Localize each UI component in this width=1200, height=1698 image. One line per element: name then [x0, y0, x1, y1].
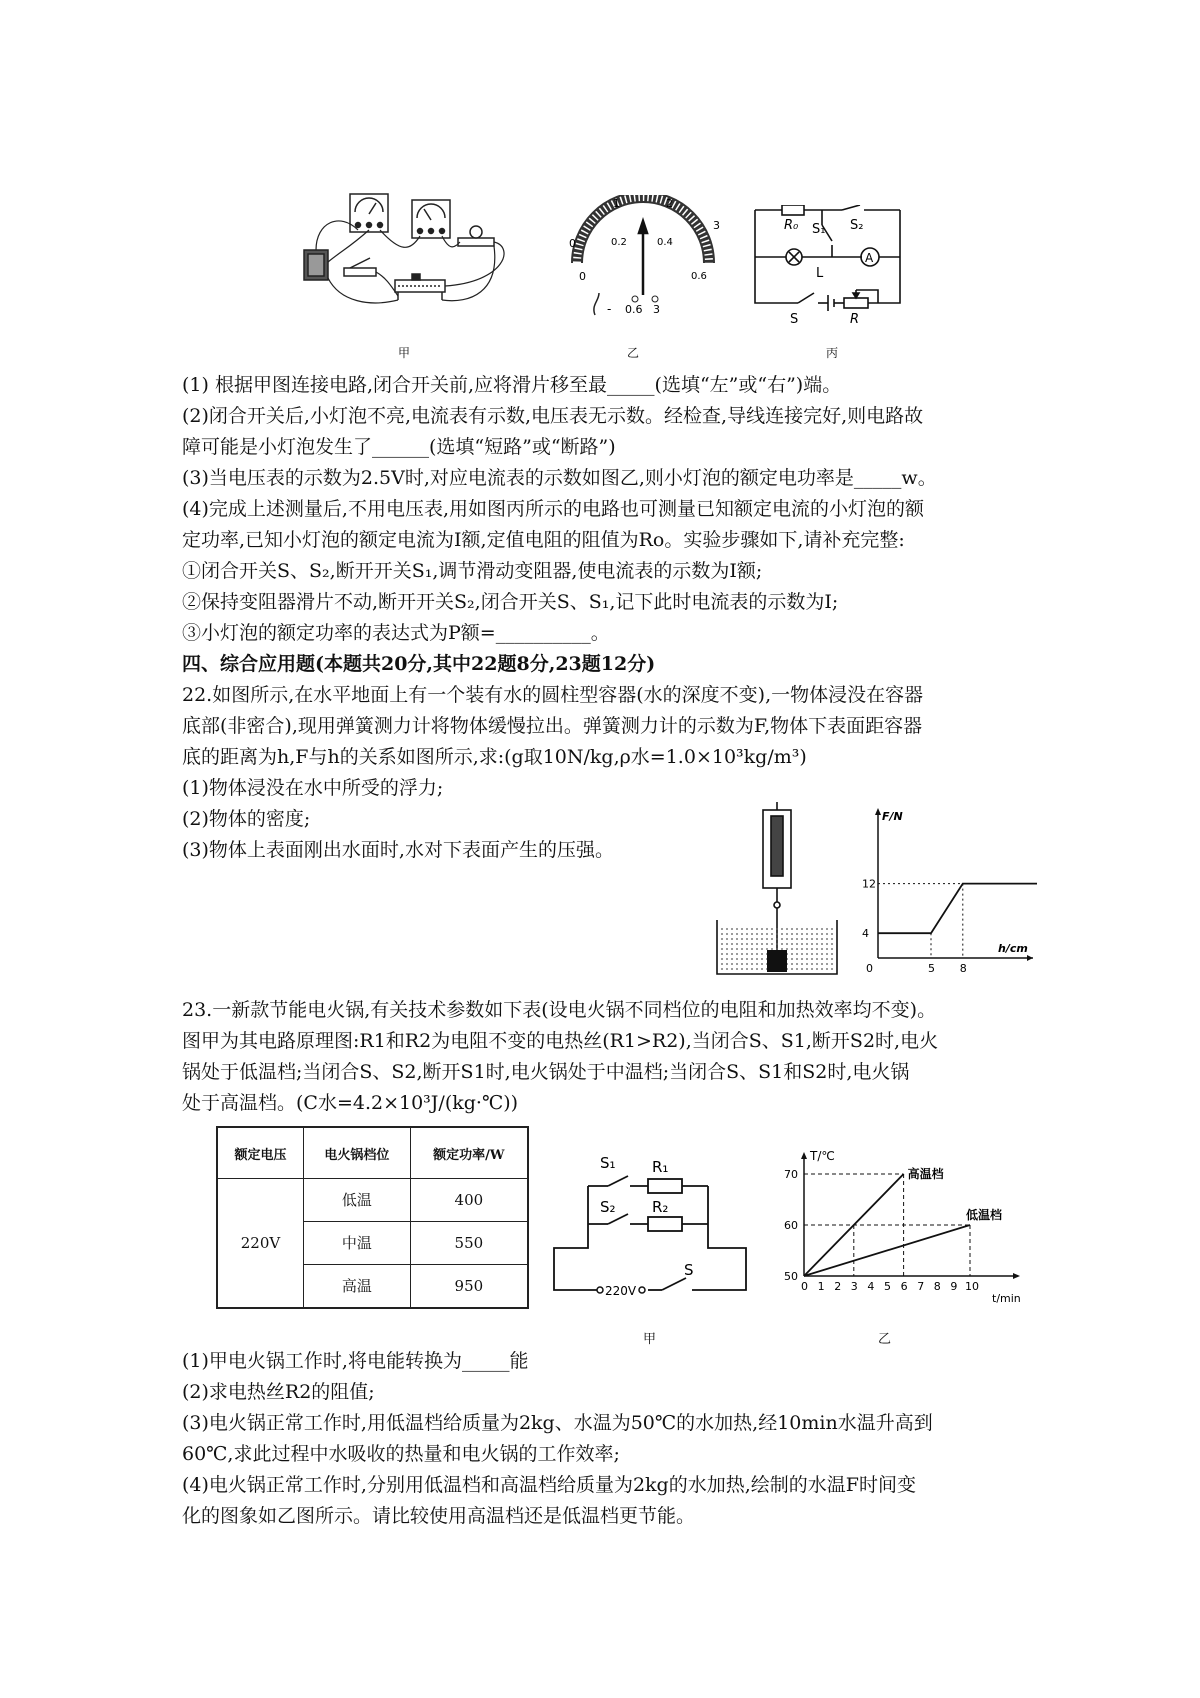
- figure-yi-ammeter-dial: [555, 195, 730, 320]
- q22-stem-b: 底部(非密合),现用弹簧测力计将物体缓慢拉出。弹簧测力计的示数为F,物体下表面距容器: [182, 715, 923, 737]
- x-tick-5: 5: [884, 1280, 891, 1293]
- y-axis-arrow: [875, 808, 881, 815]
- label-l: L: [816, 266, 824, 281]
- y-tick-4: 4: [862, 927, 869, 941]
- q21-step1: ①闭合开关S、S₂,断开开关S₁,调节滑动变阻器,使电流表的示数为I额;: [182, 560, 763, 582]
- terminal-left: [597, 1287, 603, 1293]
- figure-bing-circuit-diagram: [750, 205, 925, 330]
- table-header-row: [217, 1127, 528, 1179]
- q21-part1: (1) 根据甲图连接电路,闭合开关前,应将滑片移至最_____(选填“左”或“右”)端。: [182, 374, 842, 396]
- header-voltage: 额定电压: [217, 1127, 304, 1179]
- scale-bottom-02: 0.2: [611, 237, 627, 248]
- y-axis-arrow: [801, 1152, 807, 1159]
- x-tick-0: 0: [866, 962, 873, 975]
- x-axis-arrow: [1013, 1273, 1020, 1279]
- caption-jia-2: 甲: [643, 1332, 657, 1347]
- scale-bottom-04: 0.4: [657, 237, 673, 248]
- terminal-post-2: [652, 296, 658, 302]
- caption-bing-1: 丙: [826, 346, 839, 360]
- figure-jia-physical-circuit: [300, 192, 530, 322]
- scale-top-3: 3: [713, 219, 720, 232]
- x-tick-8: 8: [933, 1280, 941, 1293]
- series-label-0: 高温档: [907, 1167, 944, 1181]
- label-s1: S₁: [600, 1154, 616, 1172]
- q21-step3: ③小灯泡的额定功率的表达式为P额=__________。: [182, 622, 610, 644]
- label-r2: R₂: [652, 1198, 669, 1216]
- scale-bottom-0: 0: [579, 270, 586, 283]
- cell-level-mid: 中温: [304, 1221, 411, 1264]
- x-tick-1: 1: [817, 1280, 825, 1293]
- terminal-minus: -: [607, 302, 612, 316]
- q23-part2: (2)求电热丝R2的阻值;: [182, 1381, 375, 1403]
- header-level: 电火锅档位: [304, 1127, 411, 1179]
- switch-s-icon: [662, 1278, 686, 1290]
- table-row: [217, 1179, 528, 1222]
- x-tick-10: 10: [965, 1280, 979, 1293]
- q22-part2: (2)物体的密度;: [182, 808, 311, 830]
- chart-f-vs-h: [848, 800, 1038, 982]
- resistor-r0-icon: [782, 205, 804, 215]
- q23-part3-b: 60℃,求此过程中水吸收的热量和电火锅的工作效率;: [182, 1443, 620, 1465]
- q23-stem-b: 图甲为其电路原理图:R1和R2为电阻不变的电热丝(R1>R2),当闭合S、S1,断开S2时,电火: [182, 1030, 939, 1052]
- scale-bottom-06: 0.6: [691, 271, 707, 282]
- battery-icon: [304, 250, 328, 280]
- label-s2: S₂: [850, 218, 864, 233]
- label-s1: S₁: [812, 222, 826, 237]
- cell-level-high: 高温: [304, 1264, 411, 1308]
- chart-t-vs-t: [778, 1146, 1028, 1324]
- label-220v: 220V: [605, 1284, 637, 1295]
- q23-part1: (1)甲电火锅工作时,将电能转换为_____能: [182, 1350, 529, 1372]
- switch-s1-icon: [608, 1176, 628, 1186]
- x-tick-9: 9: [950, 1280, 958, 1293]
- cell-power-mid: 550: [410, 1221, 528, 1264]
- x-axis-label: h/cm: [998, 942, 1028, 955]
- series-label-1: 低温档: [966, 1208, 1003, 1222]
- cell-level-low: 低温: [304, 1179, 411, 1222]
- caption-jia-1: 甲: [398, 346, 411, 360]
- q22-part1: (1)物体浸没在水中所受的浮力;: [182, 777, 444, 799]
- resistor-r2-icon: [648, 1217, 682, 1231]
- q23-part4-b: 化的图象如乙图所示。请比较使用高温档还是低温档更节能。: [182, 1505, 696, 1527]
- scale-top-0: 0: [569, 237, 576, 250]
- label-s2: S₂: [600, 1198, 616, 1216]
- cell-power-high: 950: [410, 1264, 528, 1308]
- q22-stem-c: 底的距离为h,F与h的关系如图所示,求:(g取10N/kg,ρ水=1.0×10³kg/m³): [182, 746, 807, 768]
- x-axis-arrow: [1027, 955, 1033, 961]
- q21-part4-b: 定功率,已知小灯泡的额定电流为I额,定值电阻的阻值为Ro。实验步骤如下,请补充完整:: [182, 529, 905, 551]
- label-r0: R₀: [784, 218, 799, 233]
- terminal-right: [639, 1287, 645, 1293]
- y-axis-label: T/℃: [810, 1149, 835, 1163]
- scale-top-1: 1: [613, 197, 620, 210]
- caption-yi-1: 乙: [627, 346, 640, 360]
- y-axis-label: F/N: [882, 810, 903, 823]
- q23-stem-c: 锅处于低温档;当闭合S、S2,断开S1时,电火锅处于中温档;当闭合S、S1和S2时,电火锅: [182, 1061, 910, 1083]
- x-tick-8: 8: [959, 962, 967, 975]
- ammeter-device-icon: [412, 200, 450, 238]
- section-four-heading: 四、综合应用题(本题共20分,其中22题8分,23题12分): [182, 653, 656, 675]
- rheostat-icon: [395, 274, 445, 300]
- object-block-icon: [767, 950, 787, 972]
- terminal-post-1: [632, 296, 638, 302]
- label-r1: R₁: [652, 1158, 669, 1176]
- x-tick-0: 0: [801, 1280, 808, 1293]
- wire-left: [594, 293, 599, 315]
- q21-part4-a: (4)完成上述测量后,不用电压表,用如图丙所示的电路也可测量已知额定电流的小灯泡的额: [182, 498, 924, 520]
- x-tick-2: 2: [834, 1280, 842, 1293]
- needle: [639, 221, 647, 295]
- figure-spring-scale-container: [715, 802, 840, 977]
- switch-s-icon: [798, 293, 814, 303]
- scale-top-2: 2: [666, 197, 673, 210]
- switch-s2-icon: [842, 205, 860, 210]
- terminal-06: 0.6: [625, 303, 643, 316]
- q21-part2-a: (2)闭合开关后,小灯泡不亮,电流表有示数,电压表无示数。经检查,导线连接完好,则电路故: [182, 405, 924, 427]
- y-tick-70: 70: [784, 1168, 798, 1181]
- power-table: [216, 1126, 529, 1309]
- q23-stem-d: 处于高温档。(C水=4.2×10³J/(kg·℃)): [182, 1092, 519, 1114]
- q22-part3: (3)物体上表面刚出水面时,水对下表面产生的压强。: [182, 839, 614, 861]
- label-a: A: [865, 251, 874, 265]
- label-s: S: [684, 1261, 694, 1279]
- q23-part3-a: (3)电火锅正常工作时,用低温档给质量为2kg、水温为50℃的水加热,经10min水温升高到: [182, 1412, 933, 1434]
- resistor-r1-icon: [648, 1179, 682, 1193]
- q21-part2-b: 障可能是小灯泡发生了______(选填“短路”或“断路”): [182, 436, 616, 458]
- cell-voltage: 220V: [217, 1179, 304, 1309]
- header-power: 额定功率/W: [410, 1127, 528, 1179]
- bulb-icon: [458, 226, 494, 246]
- series-f-line: [878, 884, 1037, 934]
- label-r: R: [850, 312, 860, 327]
- y-tick-12: 12: [862, 877, 876, 891]
- terminal-3: 3: [653, 303, 660, 316]
- q23-part4-a: (4)电火锅正常工作时,分别用低温档和高温档给质量为2kg的水加热,绘制的水温F时间变: [182, 1474, 916, 1496]
- q21-step2: ②保持变阻器滑片不动,断开开关S₂,闭合开关S、S₁,记下此时电流表的示数为I;: [182, 591, 839, 613]
- label-s: S: [790, 312, 799, 327]
- q22-stem-a: 22.如图所示,在水平地面上有一个装有水的圆柱型容器(水的深度不变),一物体浸没在容器: [182, 684, 924, 706]
- x-tick-4: 4: [867, 1280, 875, 1293]
- caption-yi-2: 乙: [878, 1332, 892, 1347]
- y-tick-60: 60: [784, 1219, 798, 1232]
- y-tick-50: 50: [784, 1270, 798, 1283]
- x-tick-7: 7: [917, 1280, 925, 1293]
- x-tick-3: 3: [850, 1280, 858, 1293]
- cell-power-low: 400: [410, 1179, 528, 1222]
- x-tick-5: 5: [928, 962, 935, 975]
- voltmeter-icon: [350, 194, 388, 232]
- q23-stem-a: 23.一新款节能电火锅,有关技术参数如下表(设电火锅不同档位的电阻和加热效率均不变)。: [182, 999, 937, 1021]
- q21-part3: (3)当电压表的示数为2.5V时,对应电流表的示数如图乙,则小灯泡的额定电功率是_____w。: [182, 467, 937, 489]
- x-tick-6: 6: [900, 1280, 908, 1293]
- x-axis-label: t/min: [992, 1292, 1021, 1305]
- figure-jia-hotpot-circuit: [548, 1150, 773, 1295]
- switch-icon: [344, 258, 376, 276]
